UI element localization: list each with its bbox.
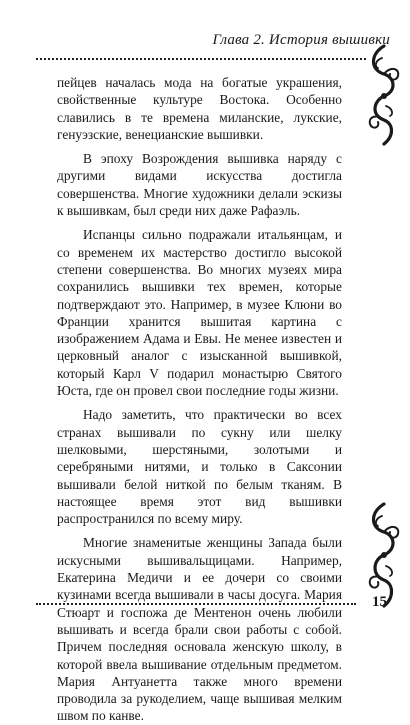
paragraph-2: В эпоху Возрождения вышивка наряду с другими видами искусства достигла совершенства. Многие художники делали эскизы к вышивкам, был среди них даже Рафаэль. bbox=[57, 151, 342, 219]
paragraph-5: Многие знаменитые женщины Запада были искусными вышивальщицами. Например, Екатерина Медичи и ее дочери со своими кузинами всегда вышивали в часы досуга. Мария Стюарт и госпожа де Ментенон очень любили вышивать и всегда брали свои работы с собой. Причем последняя основала женскую школу, в которой ввела вышивание отдельным предметом. Мария Антуанетта также много времени проводила за рукоделием, чаще вышивая мелким швом по канве. bbox=[57, 535, 342, 724]
paragraph-1: пейцев началась мода на богатые украшения, свойственные культуре Востока. Особенно славились в те времена миланские, лукские, генуэзские, венецианские вышивки. bbox=[57, 75, 342, 142]
footer-dotted-rule bbox=[36, 603, 356, 605]
header-dotted-rule bbox=[36, 58, 366, 60]
paragraph-3: Испанцы сильно подражали итальянцам, и со временем их мастерство достигло высокой степени совершенства. Во многих музеях мира сохранились вышивки тех времен, которые подтверждают это. Например, в музее Клюни во Франции хранится вышитая картина с изображением Адама и Евы. Не менее известен и церковный аналог с изысканной вышивкой, который Карл V подарил монастырю Святого Юста, где он провел свои последние годы жизни. bbox=[57, 227, 342, 399]
page-body-text bbox=[57, 74, 342, 725]
running-header-title: Глава 2. История вышивки bbox=[212, 32, 390, 48]
paragraph-4: Надо заметить, что практически во всех странах вышивали по сукну или шелку шелковыми, шерстяными, золотыми и серебряными нитями, и только в Саксонии вышивали белой ниткой по белым тканям. В настоящее время этот вид вышивки распространился по всему миру. bbox=[57, 407, 342, 527]
flourish-ornament-top bbox=[360, 44, 408, 148]
page-number: 15 bbox=[372, 594, 387, 610]
